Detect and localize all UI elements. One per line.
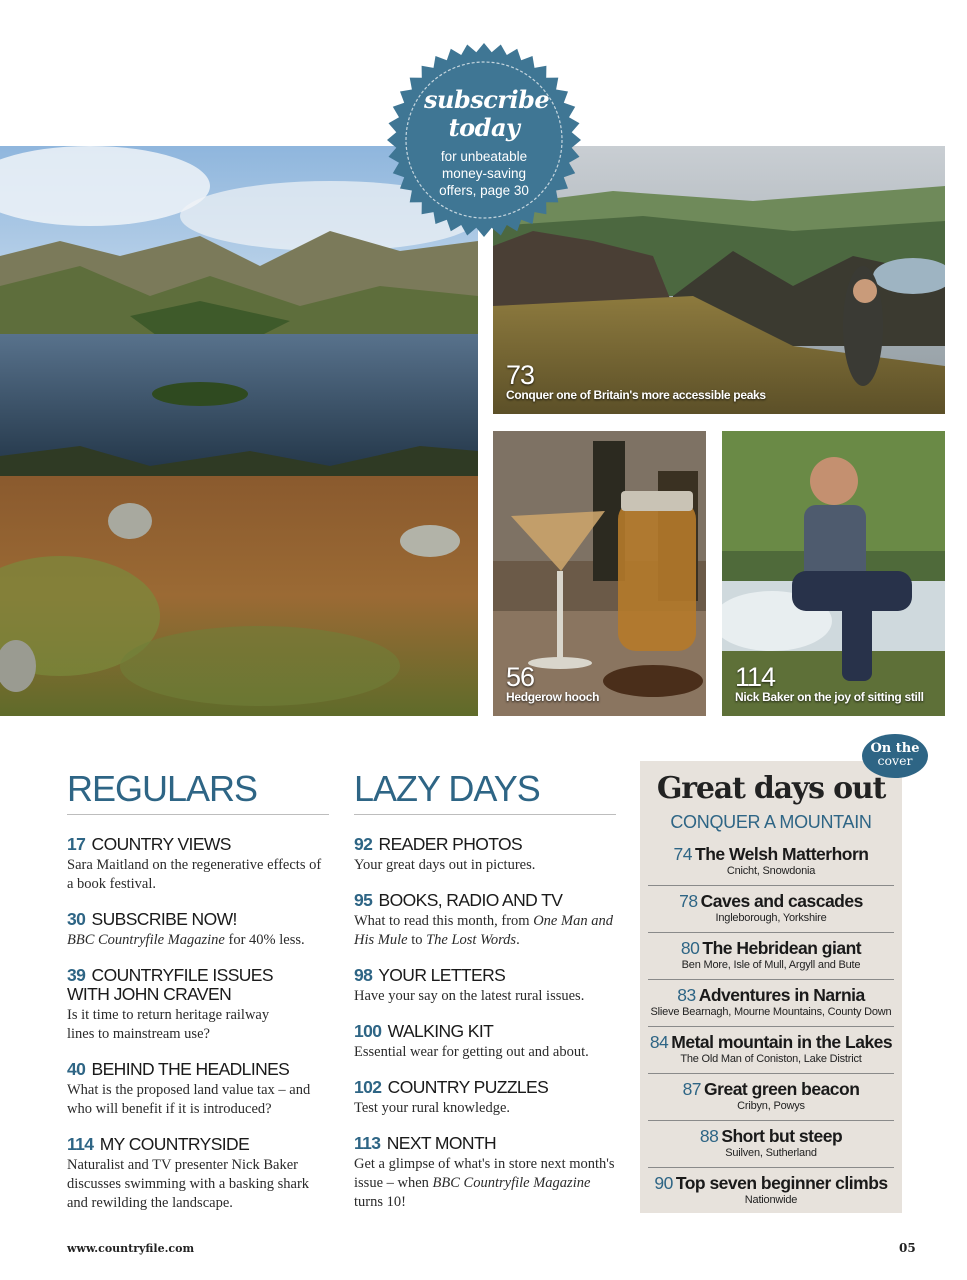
website-url[interactable]: www.countryfile.com (67, 1242, 195, 1255)
magazine-name: BBC Countryfile Magazine (432, 1175, 591, 1191)
entry-description: What is the proposed land value tax – and who will benefit if it is introduced? (67, 1082, 311, 1117)
climb-title: The Welsh Matterhorn (695, 844, 869, 864)
great-days-out-panel (640, 761, 902, 1213)
contents-entry[interactable] (354, 1022, 616, 1062)
climb-location: Cnicht, Snowdonia (726, 865, 816, 877)
contents-entry[interactable] (67, 1060, 329, 1119)
climb-page: 87 (682, 1079, 702, 1099)
climb-item[interactable] (648, 980, 894, 1027)
entry-title: MY COUNTRYSIDE (99, 1134, 250, 1154)
entry-title: BOOKS, RADIO AND TV (378, 890, 563, 910)
entry-page: 100 (354, 1021, 382, 1041)
contents-entry[interactable] (67, 1135, 329, 1213)
entry-title: SUBSCRIBE NOW! (91, 909, 237, 929)
entry-description-text: What to read this month, from (354, 913, 534, 929)
climb-item[interactable] (648, 1027, 894, 1074)
contents-entry[interactable] (67, 835, 329, 894)
climb-location: Suilven, Sutherland (725, 1147, 817, 1159)
entry-description: Your great days out in pictures. (354, 857, 536, 873)
climb-page: 78 (679, 891, 698, 911)
climb-page: 88 (699, 1126, 719, 1146)
climb-item[interactable] (648, 1074, 894, 1121)
entry-page: 98 (354, 965, 373, 985)
climb-title: Great green beacon (704, 1079, 860, 1099)
photo-page-number: 114 (735, 662, 776, 692)
subscribe-title: subscribe today (424, 85, 550, 142)
climb-title: Short but steep (721, 1126, 843, 1146)
contents-entry[interactable] (354, 1078, 616, 1118)
contents-entry[interactable] (354, 966, 616, 1006)
contents-entry[interactable] (354, 835, 616, 875)
entry-title: COUNTRY VIEWS (91, 834, 231, 854)
entry-description: Is it time to return heritage railway lines to mainstream use? (67, 1007, 270, 1042)
climb-page: 90 (654, 1173, 673, 1193)
climb-location: Nationwide (744, 1194, 798, 1206)
entry-description (67, 931, 329, 950)
entry-description-text: to (407, 932, 427, 948)
page-number: 05 (899, 1241, 916, 1255)
climb-title: Metal mountain in the Lakes (671, 1032, 893, 1052)
panel-title: Great days out (656, 771, 886, 806)
on-the-cover-line2: cover (877, 753, 913, 768)
climb-item[interactable] (648, 1121, 894, 1168)
climb-item[interactable] (648, 933, 894, 980)
entry-description (354, 912, 616, 950)
contents-entry[interactable] (67, 910, 329, 950)
entry-title: YOUR LETTERS (378, 965, 506, 985)
entry-description-text: for 40% less. (224, 932, 305, 948)
regulars-heading: REGULARS (67, 768, 329, 815)
climb-location: Ingleborough, Yorkshire (715, 912, 827, 924)
entry-description-text: Get a glimpse of what's in store next month's issue – when (354, 1156, 615, 1191)
entry-description: Essential wear for getting out and about. (354, 1044, 589, 1060)
entry-page: 17 (67, 834, 86, 854)
entry-title: WALKING KIT (387, 1021, 494, 1041)
lazy-days-column (354, 768, 616, 1228)
entry-description: Have your say on the latest rural issues. (354, 988, 585, 1004)
regulars-column (67, 768, 329, 1229)
magazine-name: BBC Countryfile Magazine (67, 932, 225, 948)
climb-item[interactable] (648, 839, 894, 886)
entry-page: 113 (354, 1133, 381, 1153)
photo-caption: Nick Baker on the joy of sitting still (735, 690, 924, 704)
climb-title: Caves and cascades (700, 891, 863, 911)
climb-item[interactable] (648, 1168, 894, 1214)
photo-caption: Conquer one of Britain's more accessible peaks (506, 388, 766, 402)
entry-page: 40 (67, 1059, 86, 1079)
entry-page: 39 (67, 965, 86, 985)
climb-location: Ben More, Isle of Mull, Argyll and Bute (681, 959, 861, 971)
entry-title: NEXT MONTH (386, 1133, 497, 1153)
entry-description (354, 1155, 616, 1212)
entry-title: BEHIND THE HEADLINES (91, 1059, 290, 1079)
climb-item[interactable] (648, 886, 894, 933)
entry-title: READER PHOTOS (378, 834, 523, 854)
climb-location: The Old Man of Coniston, Lake District (680, 1053, 862, 1065)
entry-title: COUNTRY PUZZLES (387, 1077, 549, 1097)
climb-page: 83 (677, 985, 696, 1005)
subscribe-subtitle: for unbeatable money-saving offers, page 30 (439, 149, 529, 198)
title-one-man: One Man and His Mule (354, 913, 613, 948)
photo-page-number: 56 (506, 662, 535, 692)
entry-page: 92 (354, 834, 373, 854)
climb-location: Slieve Bearnagh, Mourne Mountains, County Down (650, 1006, 892, 1018)
contents-entry[interactable] (354, 1134, 616, 1212)
lazy-days-heading: LAZY DAYS (354, 768, 616, 815)
entry-description: Test your rural knowledge. (354, 1100, 511, 1116)
entry-page: 114 (67, 1134, 94, 1154)
entry-description: Naturalist and TV presenter Nick Baker discusses swimming with a basking shark and rewilding the landscape. (67, 1157, 310, 1211)
photo-page-number: 73 (506, 360, 535, 390)
photo-caption: Hedgerow hooch (506, 690, 600, 704)
hedgerow-hooch-photo (493, 431, 706, 716)
climb-page: 74 (673, 844, 692, 864)
climb-title: The Hebridean giant (702, 938, 862, 958)
entry-description-text: turns 10! (354, 1194, 406, 1210)
entry-page: 95 (354, 890, 373, 910)
nick-baker-photo (722, 431, 945, 716)
panel-subtitle: CONQUER A MOUNTAIN (670, 812, 872, 832)
climb-page: 80 (680, 938, 700, 958)
entry-page: 30 (67, 909, 86, 929)
entry-description-text: . (516, 932, 520, 948)
entry-page: 102 (354, 1077, 382, 1097)
climb-list (648, 839, 894, 1214)
contents-entry[interactable] (67, 966, 329, 1044)
entry-title: COUNTRYFILE ISSUES WITH JOHN CRAVEN (67, 965, 273, 1004)
climb-page: 84 (649, 1032, 669, 1052)
title-lost-words: The Lost Words (426, 932, 517, 948)
climb-location: Cribyn, Powys (737, 1100, 805, 1112)
climb-title: Adventures in Narnia (698, 985, 865, 1005)
entry-description: Sara Maitland on the regenerative effects of a book festival. (67, 857, 322, 892)
on-the-cover-line1: On the (870, 741, 920, 756)
climb-title: Top seven beginner climbs (675, 1173, 888, 1193)
subscribe-badge[interactable] (386, 42, 582, 238)
on-the-cover-badge (862, 734, 928, 778)
contents-entry[interactable] (354, 891, 616, 950)
